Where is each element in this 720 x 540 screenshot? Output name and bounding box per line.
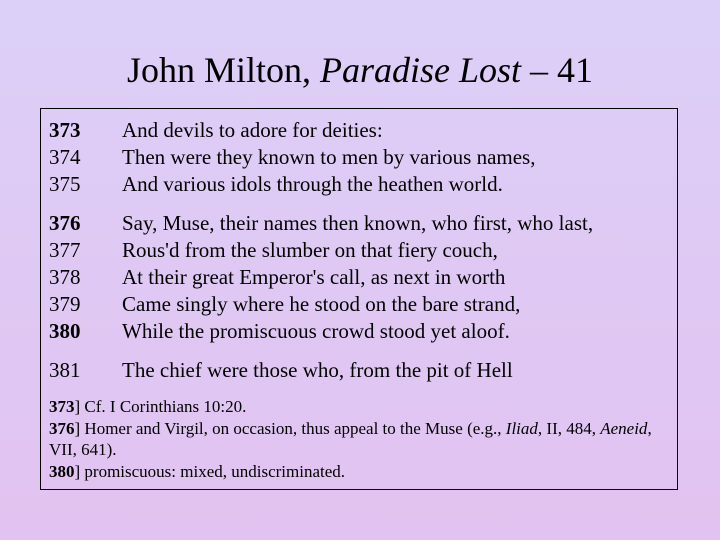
footnote-ref: 380 xyxy=(49,461,75,481)
stanza xyxy=(49,357,667,384)
line-number: 377 xyxy=(49,238,81,262)
footnote-text: ] Cf. I Corinthians 10:20. xyxy=(74,397,247,416)
footnote-text: ] promiscuous: mixed, undiscriminated. xyxy=(74,461,346,481)
footnote-text: ] Homer and Virgil, on occasion, thus appeal to the Muse (e.g., xyxy=(74,418,506,438)
line-number: 375 xyxy=(49,172,81,196)
footnote-text: , VII, 641). xyxy=(49,418,652,459)
line-number: 381 xyxy=(49,358,81,382)
line-number: 380 xyxy=(49,319,81,343)
poem-line xyxy=(49,210,667,237)
poem-line xyxy=(49,144,667,171)
line-text: The chief were those who, from the pit of Hell xyxy=(122,358,513,382)
stanza xyxy=(49,117,667,198)
poem-line xyxy=(49,171,667,198)
stanza xyxy=(49,210,667,345)
line-number: 374 xyxy=(49,145,81,169)
footnote-ref: 376 xyxy=(49,418,75,438)
line-number: 378 xyxy=(49,265,81,289)
line-number: 373 xyxy=(49,118,81,142)
footnotes xyxy=(49,396,667,482)
poem-line xyxy=(49,264,667,291)
poem-line xyxy=(49,291,667,318)
slide-title xyxy=(0,48,720,92)
poem-line xyxy=(49,357,667,384)
footnote-iliad: Iliad xyxy=(505,418,538,438)
line-number: 376 xyxy=(49,211,81,235)
line-number: 379 xyxy=(49,292,81,316)
footnote-376 xyxy=(49,418,667,461)
title-work: Paradise Lost xyxy=(320,50,522,90)
footnote-380 xyxy=(49,461,667,483)
poem-line xyxy=(49,117,667,144)
poem-box xyxy=(40,108,678,490)
poem-line xyxy=(49,318,667,345)
title-suffix: – 41 xyxy=(521,50,594,90)
line-text: Say, Muse, their names then known, who first, who last, xyxy=(122,211,594,235)
poem-lines xyxy=(49,117,667,384)
line-text: While the promiscuous crowd stood yet aloof. xyxy=(122,319,510,343)
line-text: And various idols through the heathen world. xyxy=(122,172,503,196)
line-text: Then were they known to men by various names, xyxy=(122,145,536,169)
footnote-373 xyxy=(49,396,667,418)
line-text: And devils to adore for deities: xyxy=(122,118,383,142)
footnote-text: , II, 484, xyxy=(537,418,601,438)
footnote-ref: 373 xyxy=(49,397,75,416)
line-text: Rous'd from the slumber on that fiery couch, xyxy=(122,238,498,262)
title-prefix: John Milton, xyxy=(126,50,320,90)
poem-line xyxy=(49,237,667,264)
line-text: Came singly where he stood on the bare strand, xyxy=(122,292,521,316)
footnote-aeneid: Aeneid xyxy=(600,418,648,438)
line-text: At their great Emperor's call, as next in worth xyxy=(122,265,506,289)
